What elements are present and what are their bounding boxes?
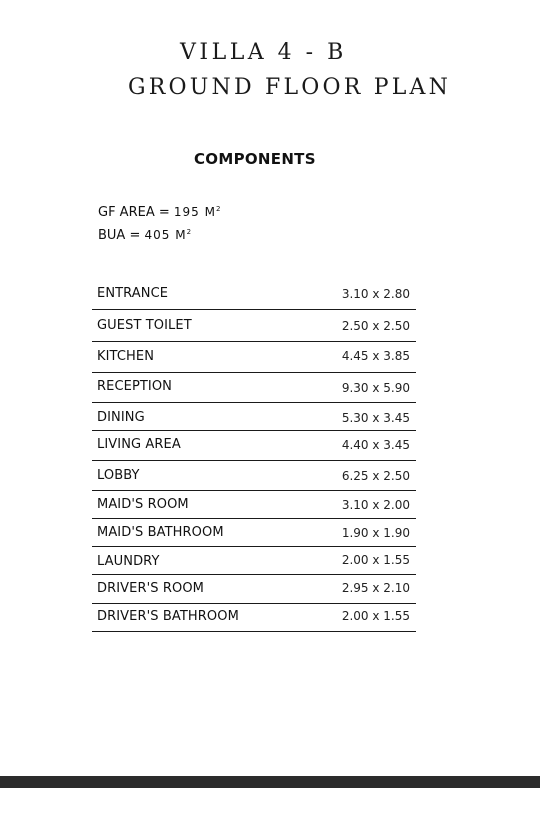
- gf-area-label: GF AREA =: [98, 205, 174, 220]
- room-size: 1.90 x 1.90: [341, 526, 410, 540]
- room-row: [92, 461, 416, 491]
- bua-unit-exponent: 2: [186, 228, 192, 236]
- room-name: DINING: [97, 410, 145, 425]
- room-size: 2.00 x 1.55: [341, 609, 410, 623]
- room-row: [92, 547, 416, 575]
- room-row: [92, 519, 416, 547]
- room-name: GUEST TOILET: [97, 318, 192, 333]
- room-size: 2.00 x 1.55: [341, 553, 410, 567]
- room-list: [92, 280, 416, 632]
- bua-value: 405 M: [144, 228, 187, 242]
- room-size: 3.10 x 2.00: [341, 498, 410, 512]
- room-size: 5.30 x 3.45: [341, 411, 410, 425]
- room-row: [92, 575, 416, 604]
- room-row: [92, 403, 416, 431]
- room-row: [92, 373, 416, 403]
- footer-bar: [0, 776, 540, 788]
- villa-title: VILLA 4 - B: [180, 40, 347, 65]
- gf-area-unit-exponent: 2: [215, 205, 221, 213]
- bua-label: BUA =: [98, 228, 145, 243]
- room-size: 9.30 x 5.90: [341, 381, 410, 395]
- room-size: 2.95 x 2.10: [341, 581, 410, 595]
- gf-area-value: 195 M: [173, 205, 216, 219]
- room-name: MAID'S BATHROOM: [97, 525, 224, 540]
- room-name: ENTRANCE: [97, 286, 169, 301]
- room-size: 3.10 x 2.80: [341, 287, 410, 301]
- room-size: 6.25 x 2.50: [341, 469, 410, 483]
- bua-line: [98, 228, 191, 243]
- room-row: [92, 491, 416, 519]
- room-name: MAID'S ROOM: [97, 497, 189, 512]
- room-name: DRIVER'S BATHROOM: [97, 609, 239, 624]
- room-size: 4.40 x 3.45: [341, 438, 410, 452]
- room-size: 2.50 x 2.50: [341, 319, 410, 333]
- room-row: [92, 431, 416, 461]
- room-row: [92, 310, 416, 342]
- room-row: [92, 280, 416, 310]
- room-size: 4.45 x 3.85: [341, 349, 410, 363]
- gf-area-line: [98, 205, 220, 220]
- floor-plan-title: GROUND FLOOR PLAN: [128, 75, 452, 100]
- room-name: LAUNDRY: [97, 554, 160, 569]
- room-name: KITCHEN: [97, 349, 155, 364]
- room-row: [92, 604, 416, 632]
- room-row: [92, 342, 416, 373]
- room-name: LIVING AREA: [97, 437, 181, 452]
- room-name: DRIVER'S ROOM: [97, 581, 204, 596]
- room-name: RECEPTION: [97, 379, 173, 394]
- room-name: LOBBY: [97, 468, 140, 483]
- components-heading: COMPONENTS: [194, 150, 316, 168]
